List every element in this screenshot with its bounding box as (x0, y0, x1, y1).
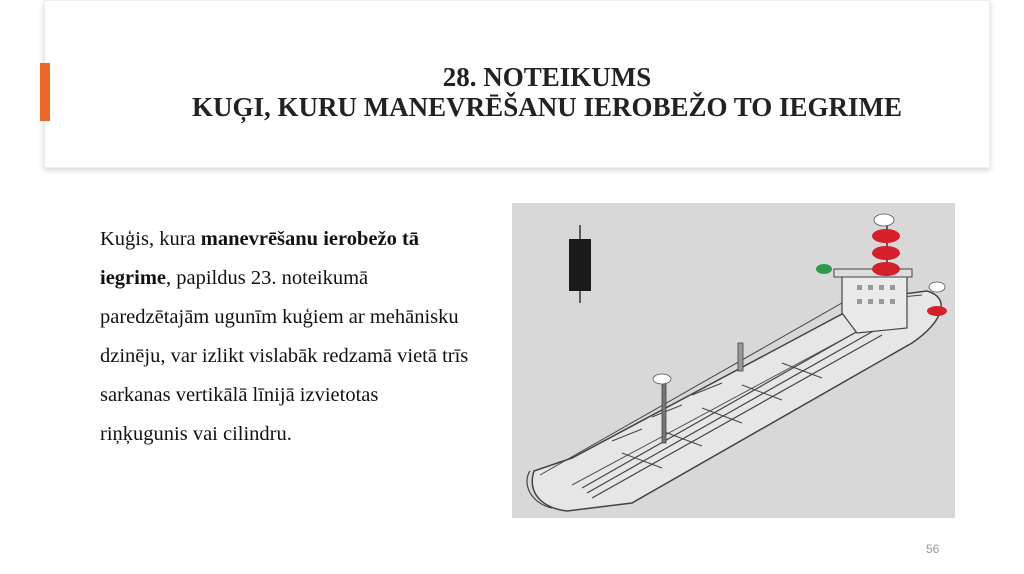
masthead-white-light-icon (874, 214, 894, 226)
title-line-1: 28. NOTEIKUMS (442, 62, 652, 92)
slide-title (90, 62, 1004, 122)
red-sidelight-icon (927, 306, 947, 316)
green-sidelight-icon (816, 264, 832, 274)
body-bold-phrase: manevrēšanu ierobežo tā iegrime (100, 228, 420, 289)
body-paragraph (100, 220, 470, 454)
red-light-middle-icon (872, 246, 900, 260)
red-light-top-icon (872, 229, 900, 243)
page-number: 56 (926, 542, 940, 556)
stern-white-light-icon (929, 282, 945, 292)
title-accent-bar (40, 63, 50, 121)
ship-illustration (512, 203, 955, 518)
body-part-2: , papildus 23. noteikumā paredzētajām ugunīm kuģiem ar mehānisku dzinēju, var izlikt vislabāk redzamā vietā trīs sarkanas vertikālā līnijā izvietotas riņķugunis vai cilindru. (100, 267, 469, 445)
red-light-bottom-icon (872, 262, 900, 276)
forward-white-light-icon (653, 374, 671, 384)
body-text (100, 220, 470, 454)
tanker-ship-icon (512, 203, 955, 518)
title-line-2: KUĢI, KURU MANEVRĒŠANU IEROBEŽO TO IEGRIME (191, 92, 903, 122)
body-part-1: Kuģis, kura (100, 228, 201, 250)
black-cylinder-icon (569, 239, 591, 291)
